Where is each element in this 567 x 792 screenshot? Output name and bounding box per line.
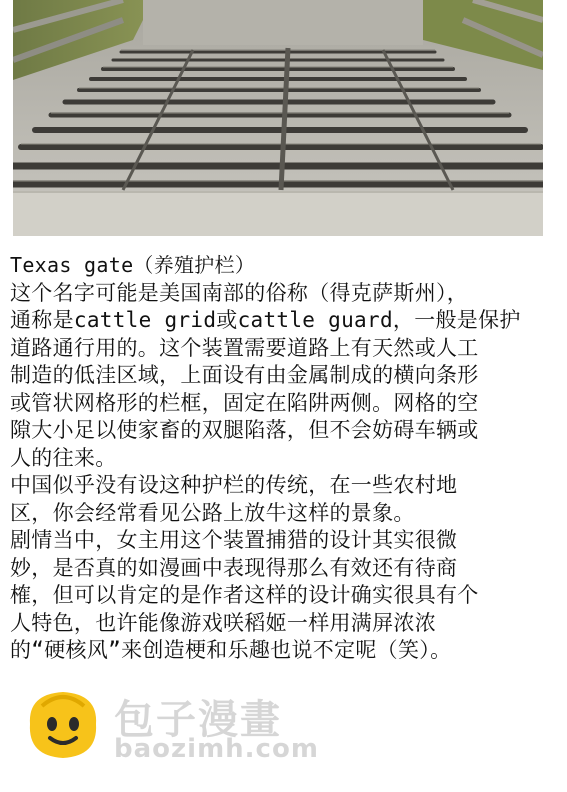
article-line: 制造的低洼区域，上面设有由金属制成的横向条形 xyxy=(10,363,479,387)
article-line: 道路通行用的。这个装置需要道路上有天然或人工 xyxy=(10,335,479,360)
site-watermark xyxy=(22,684,342,764)
article-line: 中国似乎没有设这种护栏的传统，在一些农村地 xyxy=(10,473,458,497)
article-line: 妙，是否真的如漫画中表现得那么有效还有待商 xyxy=(10,555,458,580)
article-title: Texas gate（养殖护栏） xyxy=(10,253,256,277)
mascot-logo-icon xyxy=(22,684,104,764)
article-line: 榷，但可以肯定的是作者这样的设计确实很具有个 xyxy=(10,583,479,607)
article-line: 区，你会经常看见公路上放牛这样的景象。 xyxy=(10,500,415,525)
article-line: 人特色，也许能像游戏咲稻姬一样用满屏浓浓 xyxy=(10,610,436,635)
article-line: 这个名字可能是美国南部的俗称（得克萨斯州）， xyxy=(10,280,469,305)
article-text xyxy=(10,252,558,665)
article-line: 人的往来。 xyxy=(10,445,117,470)
watermark-domain: baozimh.com xyxy=(114,734,319,764)
article-line: 通称是cattle grid或cattle guard，一般是保护 xyxy=(10,308,521,332)
article-line: 的“硬核风”来创造梗和乐趣也说不定呢（笑）。 xyxy=(10,638,452,662)
watermark-text: 包子漫畫 xyxy=(114,697,282,743)
cattle-guard-photo xyxy=(13,0,543,236)
article-line: 隙大小足以使家畜的双腿陷落，但不会妨碍车辆或 xyxy=(10,418,479,442)
article-line: 剧情当中，女主用这个装置捕猎的设计其实很微 xyxy=(10,528,458,552)
article-line: 或管状网格形的栏框，固定在陷阱两侧。网格的空 xyxy=(10,390,479,415)
